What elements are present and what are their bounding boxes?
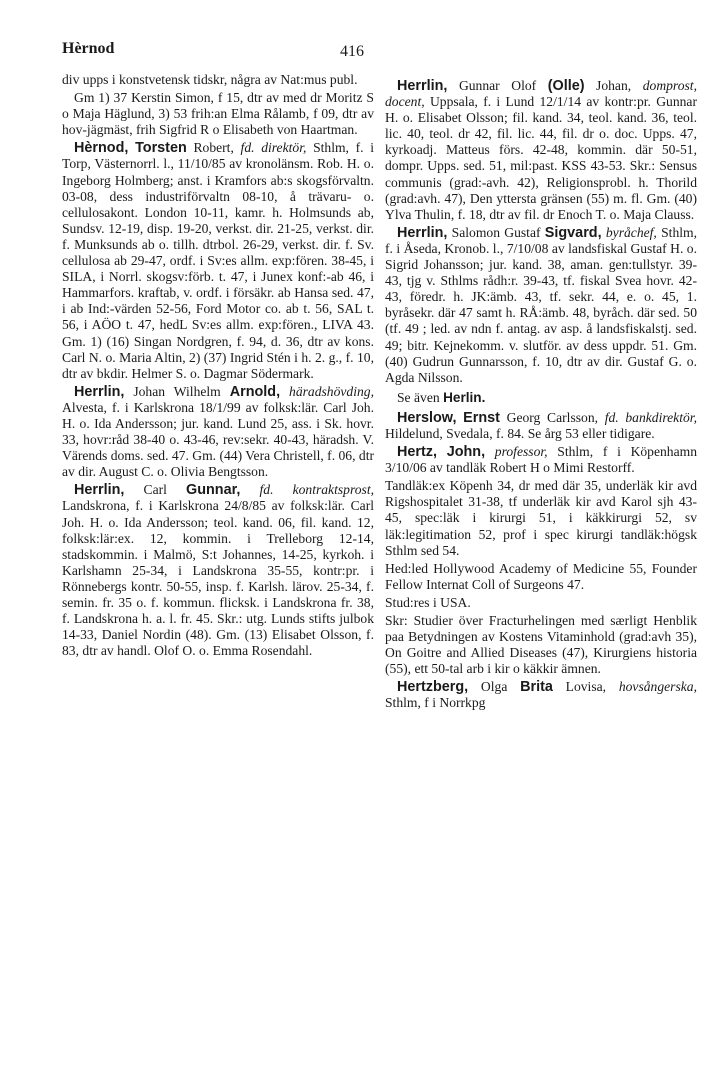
entry-surname: Herrlin,	[397, 224, 448, 241]
entry-given-names: Robert,	[193, 140, 234, 156]
see-also-text: Se även	[397, 389, 440, 405]
entry-given-names-after: Lovisa,	[565, 679, 607, 695]
running-head: Hèrnod	[62, 40, 115, 57]
entry-text: Uppsala, f. i Lund 12/1/14 av kontr:pr. Gunnar H. o. Elisabet Olsson; fil. kand. 34, teol. kand. 36, teol. lic. 40, teol. dr 42, fil. lic. 44, fil. dr o. doc. Upps. 47, kyrkoadj. Matteus förs. 42-48, kommin. där 50-51, dompr. Upps. sed. 51, mil:past. KSS 43-53. Skr.: Sensus communis (grad:-avh. 42), Religionsprobl. h. Thorild (grad:avh. 47), Den yttersta gränsen (55) m. fl. Gm. (40) Ylva Thulin, f. 18, dtr av fil. dr Enoch T. o. Maja Clauss.	[385, 94, 697, 222]
entry-surname: Herslow,	[397, 409, 457, 426]
entry-surname: Herrlin,	[74, 482, 125, 499]
entry-given-names: Gunnar Olof	[458, 78, 537, 93]
entry-occupation: hovsångerska,	[618, 679, 697, 695]
entry-surname: Herrlin,	[397, 78, 448, 94]
entry-text: Sthlm, f i Köpenhamn 3/10/06 av tandläk Robert H o Mimi Restorff.	[385, 444, 698, 476]
entry-hertzberg-brita	[385, 679, 697, 711]
entry-given-names: Olga	[480, 679, 508, 695]
entry-occupation: fd. kontraktsprost,	[259, 482, 375, 498]
entry-hertz-john	[385, 444, 697, 476]
entry-surname: Hertz,	[397, 444, 437, 461]
entry-occupation: häradshövding,	[289, 383, 374, 399]
entry-herrlin-sigvard	[385, 225, 697, 386]
entry-surname: Hèrnod,	[74, 140, 129, 157]
entry-text: Hildelund, Svedala, f. 84. Se årg 53 eller tidigare.	[385, 425, 655, 441]
entry-firstname: Torsten	[135, 140, 187, 157]
entry-firstname: (Olle)	[547, 78, 585, 94]
entry-hernod-torsten	[62, 140, 374, 381]
entry-occupation: byråchef,	[605, 224, 657, 240]
entry-hertz-travel: Stud:res i USA.	[385, 594, 471, 610]
right-column	[385, 78, 697, 714]
entry-occupation: fd. bankdirektör,	[604, 409, 697, 425]
entry-herrlin-olle	[385, 78, 697, 223]
entry-occupation: domprost, docent,	[385, 78, 697, 110]
entry-occupation: professor,	[494, 444, 548, 460]
entry-hertz-writings: Skr: Studier över Fracturhelingen med særligt Henblik paa Betydningen av Kostens Vitaminhold (grad:avh 35), On Goitre and Allied Diseases (47), Kirurgiens historia (55), ett 50-tal arb i kir o käkkir ämnen.	[385, 613, 697, 677]
entry-hertz-education: Tandläk:ex Köpenh 34, dr med där 35, underläk kir avd Rigshospitalet 31-38, tf underläk kir avd Karol sjh 43-45, spec:läk i kirurgi 51, i käkkirurgi 52, sv läk:legitimation 52, prof i spec kirurgi tandläk:högsk Sthlm sed 54.	[385, 478, 697, 558]
entry-occupation: fd. direktör,	[240, 140, 307, 156]
entry-surname: Herrlin,	[74, 383, 125, 400]
entry-hertz-honors: Hed:led Hollywood Academy of Medicine 55, Founder Fellow Internat Coll of Surgeons 47.	[385, 560, 697, 592]
entry-given-names-after: Johan,	[596, 78, 632, 93]
page-number: 416	[340, 43, 364, 60]
entry-firstname: Sigvard,	[544, 224, 602, 241]
entry-herrlin-arnold	[62, 384, 374, 481]
entry-firstname: Gunnar,	[186, 482, 241, 499]
left-column	[62, 72, 374, 661]
entry-herslow-ernst	[385, 410, 697, 442]
entry-text: Sthlm, f. i Åseda, Kronob. l., 7/10/08 av landsfiskal Gustaf H. o. Sigrid Johansson; jur. kand. 38, aman. gen:tullstyr. 39-43, tjg v. Sthlms rådh:r. 39-43, tf. fiskal Svea hovr. 42-43, föredr. h. JK:ämb. 43, tf. sekr. 44, e. o. 45, 1. byråsekr. där 47 samt h. RÅ:ämb. 48, byråch. där sed. 50 (tf. 49 ; led. av ndn f. antag. av asp. å landsfiskalstj. sed. 49; bitr. Kejnekomm. v. slutför. av dess uppdr. 51. Gm. (40) Gudrun Gunnarsson, f. 10, dtr av dir. Gustaf G. o. Agda Nilsson.	[385, 224, 698, 385]
entry-text: Sthlm, f i Norrkpg	[385, 695, 486, 711]
entry-given-names: Carl	[143, 482, 167, 498]
continuation-text-1: div upps i konstvetensk tidskr, några av Nat:mus publ.	[62, 72, 358, 87]
entry-firstname: Arnold,	[229, 383, 281, 400]
see-also-link: Herlin.	[443, 389, 486, 405]
entry-firstname: Brita	[520, 679, 553, 696]
entry-given-names: Johan Wilhelm	[133, 383, 221, 399]
entry-text: Sthlm, f. i Torp, Västernorrl. l., 11/10/85 av kronolänsm. Rob. H. o. Ingeborg Holmberg; anst. i Kramfors ab:s skogsförvaltn. 03-08, dess industriförvaltn 08-10, å trävaru- o. cellulosakont. London 10-11, kamr. h. Holmsunds ab, Sundsv. 12-19, disp. 19-20, verkst. dir. 21-25, verkst. dir. f. Munksunds ab o. tillh. dtrbol. 26-29, verkst. dir. f. Sv. cellulosa ab 29-47, ordf. i Sv:es allm. exp:fören. 38-45, i SILA, i Norrl. skogsv:förb. t. 47, i Junex konf:-ab 46, i Hammarfors. kraftab, v. ordf. i försäkr. ab Hansa sed. 47, i ab Ind:-värden 52-56, Ford Motor co. ab t. 56, SAL t. 56, i AÖO t. 47, hedL Sv:es allm. exp:fören., LIVA 43. Gm. 1) (16) Singan Nordgren, f. 94, d. 36, dtr av kons. Carl N. o. Maria Altin, 2) (37) Ingrid Stén i h. 2. g., f. 10, dtr av bkdir. Helmer S. o. Dagmar Södermark.	[62, 140, 375, 381]
see-also-reference	[385, 390, 697, 406]
entry-given-names-after: Georg Carlsson,	[506, 409, 599, 425]
entry-firstname: John,	[446, 444, 486, 461]
entry-given-names: Salomon Gustaf	[451, 224, 541, 240]
entry-text: Alvesta, f. i Karlskrona 18/1/99 av folksk:lär. Carl Joh. H. o. Ida Andersson; jur. kand. Lund 25, ass. i Sk. hovr. 33, hovr:råd 38-40 o. 43-46, rev:sekr. 40-43, häradsh. V. Värends doms. sed. 47. Gm. (44) Vera Christell, f. 06, dtr av dir. August C. o. Olivia Bengtsson.	[62, 399, 374, 480]
continuation-text-2: Gm 1) 37 Kerstin Simon, f 15, dtr av med dr Moritz S o Maja Häglund, 3) 53 frih:an Elma Rålamb, f 09, dtr av hov-jägmäst, frih Sigfrid R o Elisabeth von Haartman.	[62, 90, 374, 138]
entry-text: Landskrona, f. i Karlskrona 24/8/85 av folksk:lär. Carl Joh. H. o. Ida Andersson; teol. kand. 06, fil. kand. 12, folksk:lär:ex. 12, kommin. i Trelleborg 12-14, stadskommin. i Malmö, S:t Johannes, 14-25, kyrkoh. i Karlshamn 25-34, i Landskrona 35-55, kontr:pr. i Rönnebergs kontr. 50-55, insp. f. Karlsh. lärov. 25-34, f. semin. fr. 35 o. f. kommun. flicksk. i Landskrona fr. 38, f. Landskrona h. a. l. fr. 45. Skr.: utg. Lunds stifts julbok 14-33, Daniel Nordin (48). Gm. (13) Elisabet Olsson, f. 83, dtr av handl. Olof O. o. Emma Rosendahl.	[62, 498, 374, 659]
entry-herrlin-gunnar	[62, 482, 374, 659]
entry-surname: Hertzberg,	[397, 679, 469, 696]
entry-firstname: Ernst	[463, 409, 500, 426]
